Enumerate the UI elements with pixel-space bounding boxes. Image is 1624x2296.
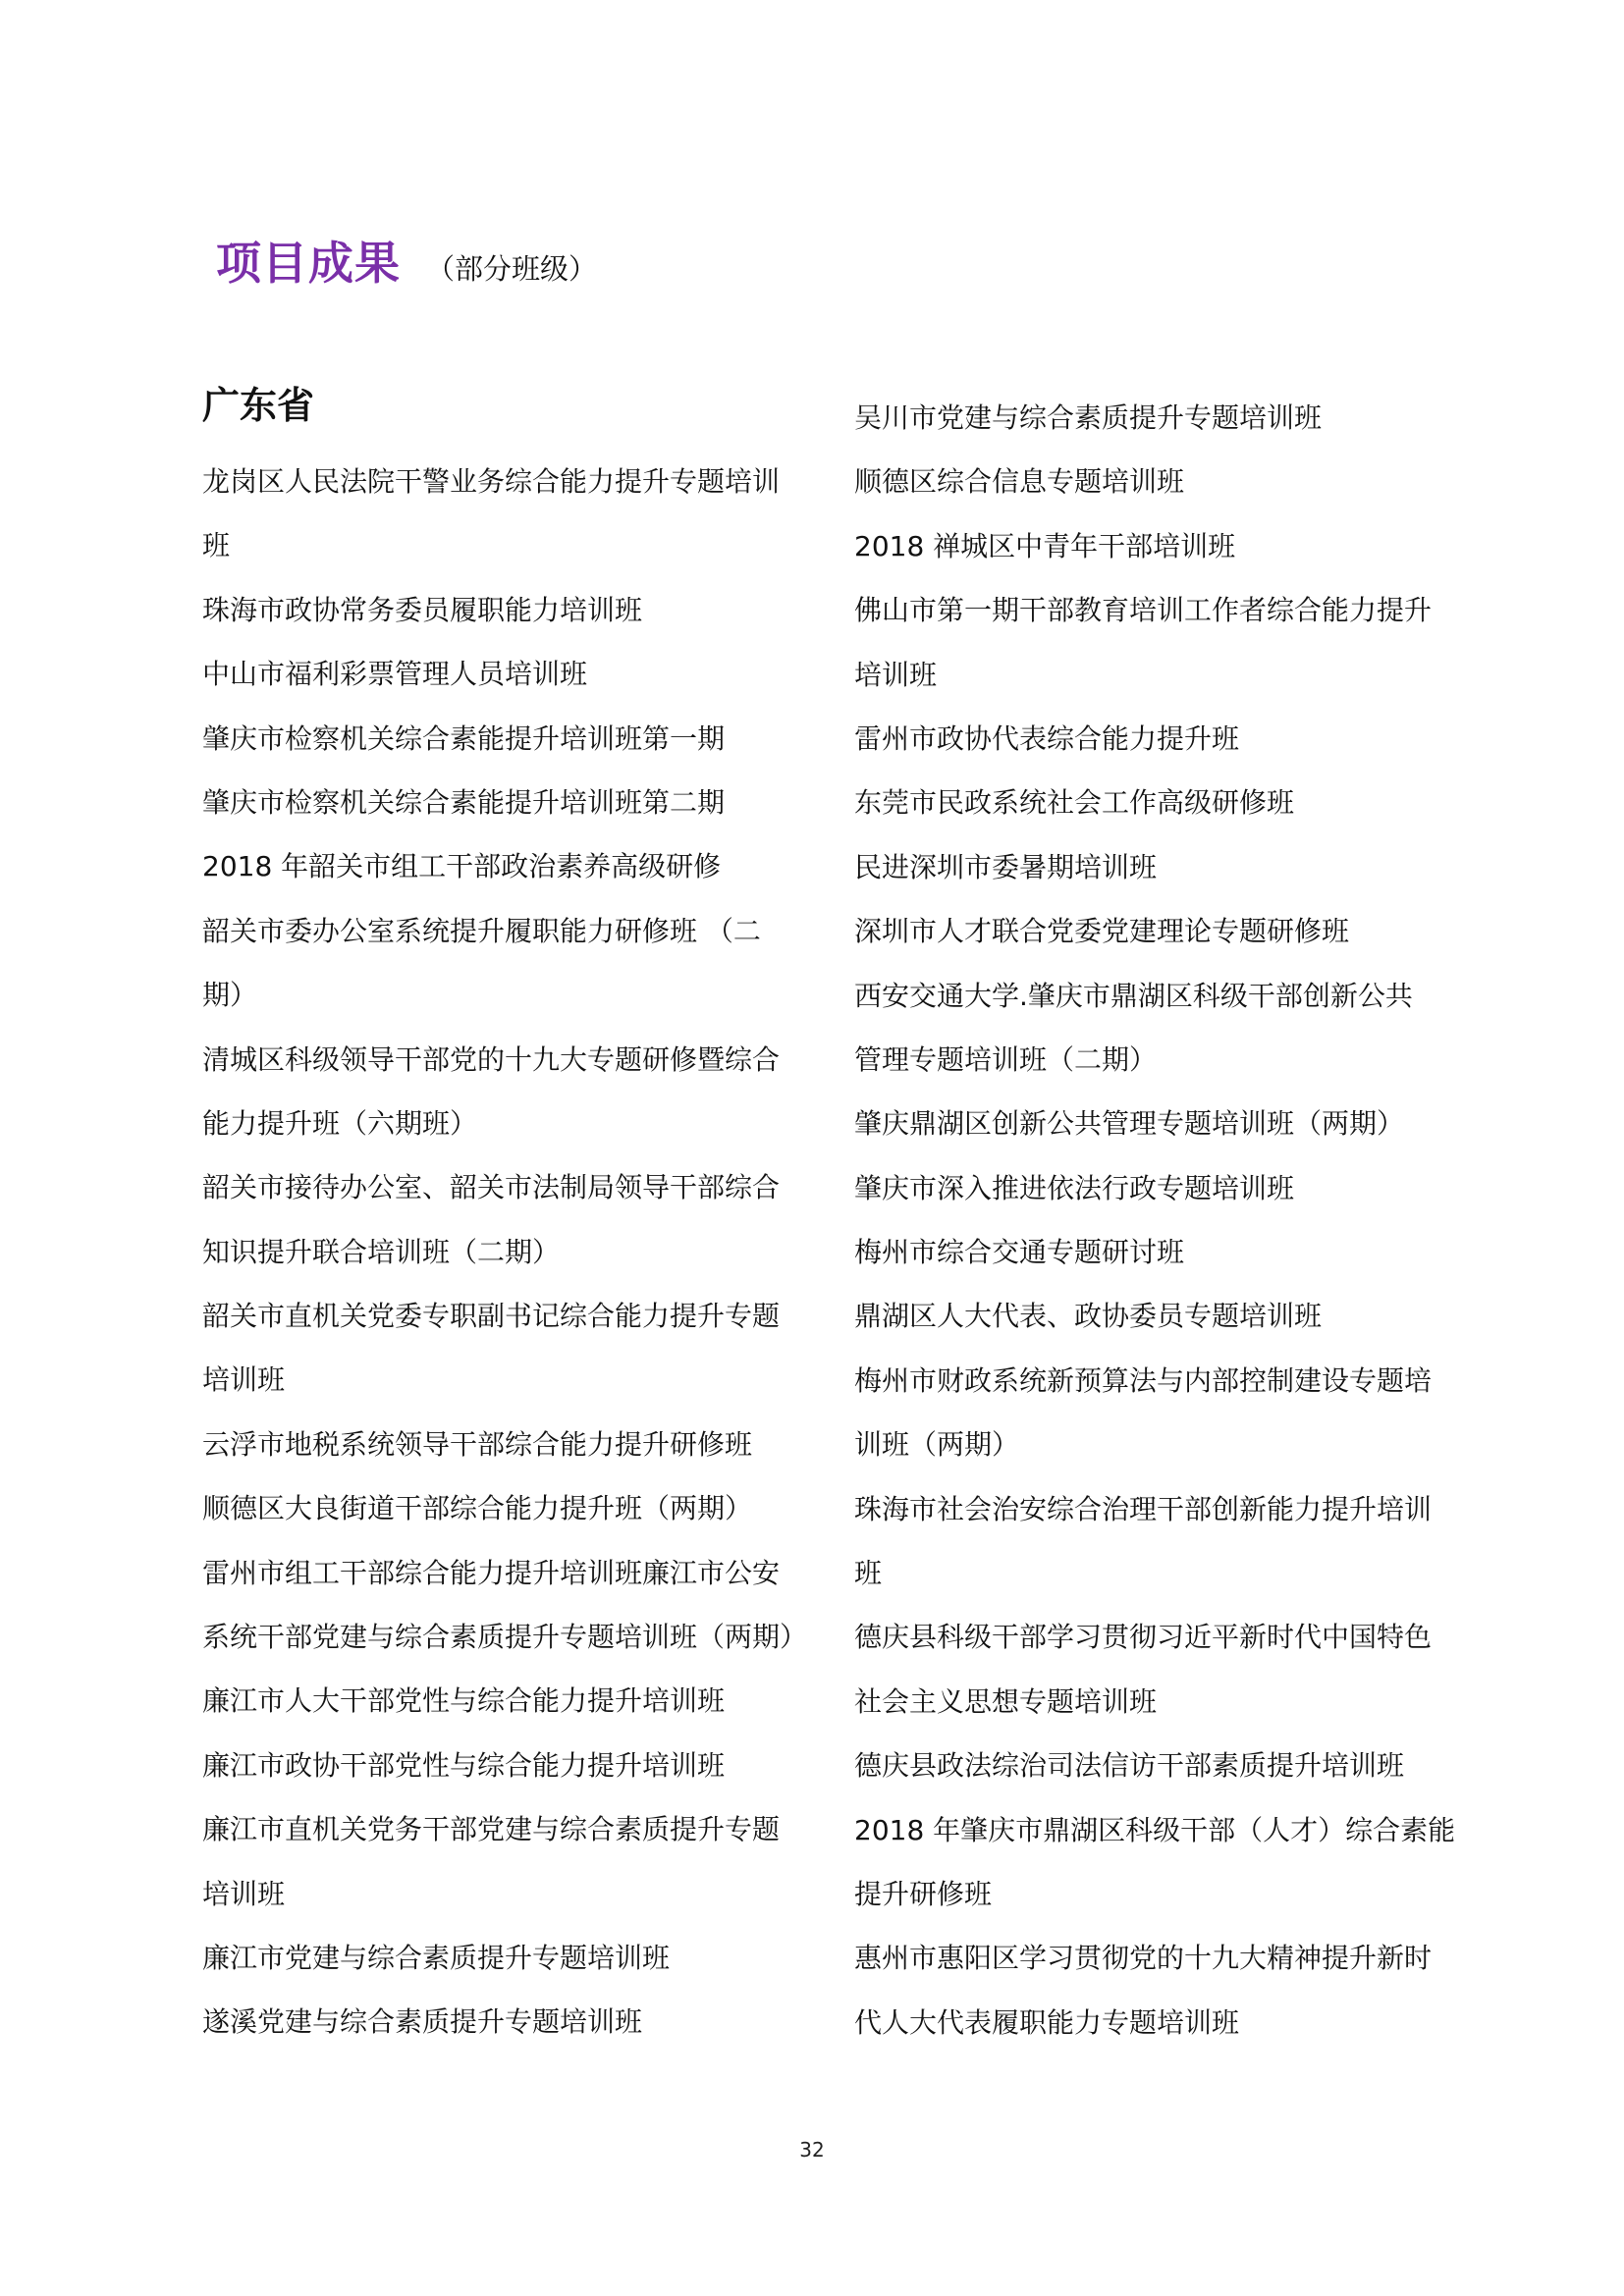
list-item: 德庆县科级干部学习贯彻习近平新时代中国特色: [854, 1621, 1433, 1654]
list-item: 梅州市综合交通专题研讨班: [854, 1236, 1185, 1269]
list-item: 惠州市惠阳区学习贯彻党的十九大精神提升新时: [854, 1942, 1433, 1975]
list-item: 德庆县政法综治司法信访干部素质提升培训班: [854, 1749, 1405, 1783]
list-item: 廉江市政协干部党性与综合能力提升培训班: [202, 1748, 726, 1782]
list-item: 鼎湖区人大代表、政协委员专题培训班: [854, 1300, 1323, 1333]
list-item: 佛山市第一期干部教育培训工作者综合能力提升: [854, 594, 1433, 627]
list-item: 深圳市人才联合党委党建理论专题研修班: [854, 915, 1350, 948]
list-item: 2018 年韶关市组工干部政治素养高级研修: [202, 850, 722, 883]
list-item: 雷州市政协代表综合能力提升班: [854, 721, 1240, 755]
list-item: 提升研修班: [854, 1877, 993, 1910]
list-item: 珠海市政协常务委员履职能力培训班: [202, 593, 643, 626]
list-item: 管理专题培训班（二期）: [854, 1042, 1158, 1076]
list-item: 训班（两期）: [854, 1428, 1020, 1462]
list-item: 顺德区大良街道干部综合能力提升班（两期）: [202, 1492, 753, 1525]
page-title: 项目成果: [216, 237, 401, 290]
page-subtitle: （部分班级）: [426, 252, 598, 286]
list-item: 社会主义思想专题培训班: [854, 1684, 1158, 1718]
list-item: 龙岗区人民法院干警业务综合能力提升专题培训: [202, 465, 781, 498]
list-item: 东莞市民政系统社会工作高级研修班: [854, 786, 1295, 820]
list-item: 能力提升班（六期班）: [202, 1106, 478, 1140]
list-item: 培训班: [202, 1363, 286, 1397]
list-item: 期）: [202, 979, 258, 1012]
right-column: [854, 386, 1483, 2055]
list-item: 顺德区综合信息专题培训班: [854, 465, 1185, 499]
list-item: 云浮市地税系统领导干部综合能力提升研修班: [202, 1427, 753, 1461]
list-item: 肇庆市检察机关综合素能提升培训班第一期: [202, 721, 726, 755]
list-item: 中山市福利彩票管理人员培训班: [202, 658, 588, 691]
list-item: 2018 禅城区中青年干部培训班: [854, 529, 1236, 562]
list-item: 民进深圳市委暑期培训班: [854, 850, 1158, 883]
list-item: 班: [854, 1557, 883, 1590]
list-item: 雷州市组工干部综合能力提升培训班廉江市公安: [202, 1556, 781, 1589]
list-item: 珠海市社会治安综合治理干部创新能力提升培训: [854, 1492, 1433, 1525]
list-item: 西安交通大学.肇庆市鼎湖区科级干部创新公共: [854, 979, 1413, 1012]
list-item: 廉江市党建与综合素质提升专题培训班: [202, 1941, 671, 1974]
list-item: 系统干部党建与综合素质提升专题培训班（两期）: [202, 1621, 808, 1654]
list-item: 肇庆市深入推进依法行政专题培训班: [854, 1171, 1295, 1204]
list-item: 知识提升联合培训班（二期）: [202, 1235, 561, 1268]
list-item: 代人大代表履职能力专题培训班: [854, 2005, 1240, 2039]
list-item: 吴川市党建与综合素质提升专题培训班: [854, 401, 1323, 434]
list-item: 廉江市人大干部党性与综合能力提升培训班: [202, 1684, 726, 1718]
list-item: 肇庆鼎湖区创新公共管理专题培训班（两期）: [854, 1107, 1405, 1141]
list-item: 班: [202, 529, 231, 562]
province-heading: 广东省: [202, 384, 315, 427]
list-item: 遂溪党建与综合素质提升专题培训班: [202, 2005, 643, 2039]
section-header: [216, 228, 597, 293]
list-item: 清城区科级领导干部党的十九大专题研修暨综合: [202, 1042, 781, 1076]
list-item: 韶关市直机关党委专职副书记综合能力提升专题: [202, 1300, 781, 1333]
list-item: 2018 年肇庆市鼎湖区科级干部（人才）综合素能: [854, 1813, 1456, 1846]
list-item: 培训班: [854, 658, 938, 691]
list-item: 肇庆市检察机关综合素能提升培训班第二期: [202, 785, 726, 819]
page-number: 32: [799, 2138, 825, 2162]
list-item: 韶关市接待办公室、韶关市法制局领导干部综合: [202, 1171, 781, 1204]
list-item: 梅州市财政系统新预算法与内部控制建设专题培: [854, 1363, 1433, 1397]
list-item: 廉江市直机关党务干部党建与综合素质提升专题: [202, 1813, 781, 1846]
left-column: [202, 450, 831, 2055]
list-item: 培训班: [202, 1877, 286, 1910]
list-item: 韶关市委办公室系统提升履职能力研修班 （二: [202, 914, 761, 947]
